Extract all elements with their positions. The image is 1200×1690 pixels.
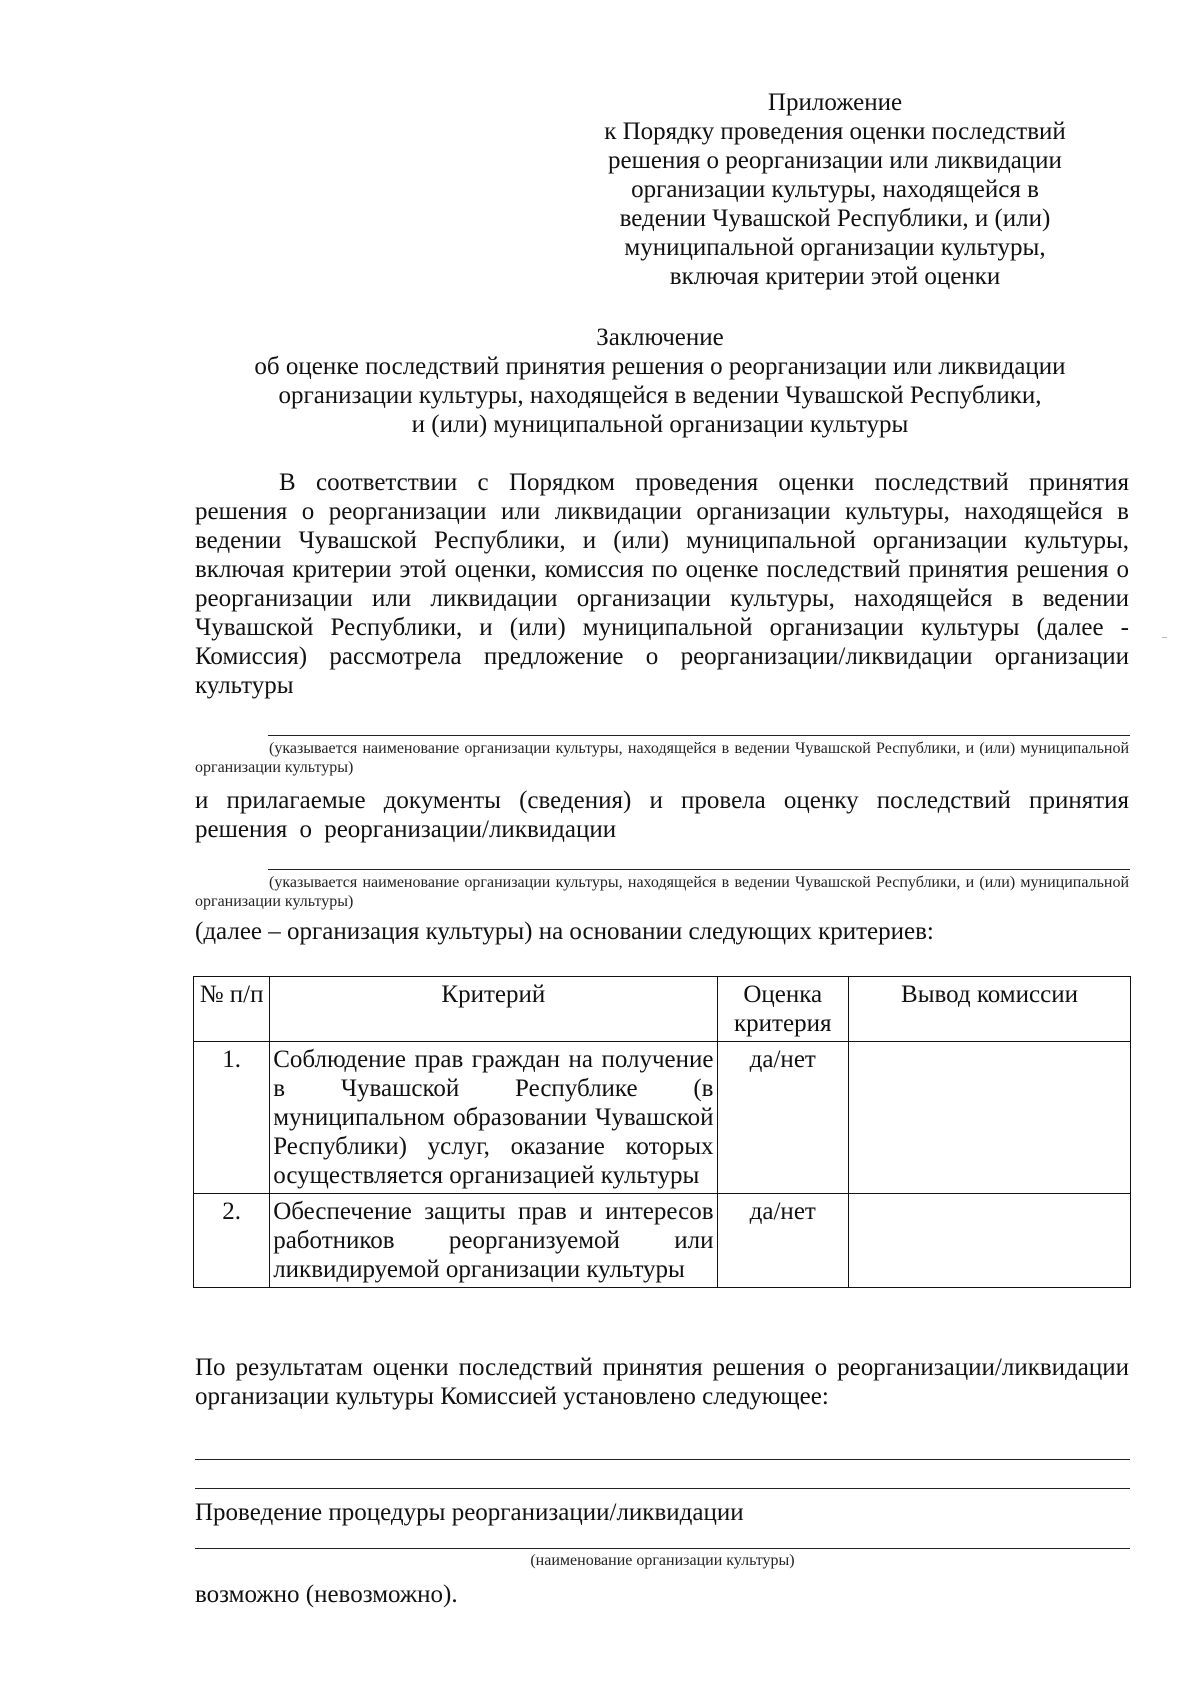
row-number: 1. [194, 1042, 270, 1194]
result-paragraph: По результатам оценки последствий принятия решения о реорганизации/ликвидации организации культуры Комиссией установлено следующее: [195, 1354, 1129, 1410]
org-name-note: (указывается наименование организации культуры, находящейся в ведении Чувашской Республики, и (или) муниципальной организации культуры) [195, 874, 1129, 910]
table-row [194, 1194, 1131, 1288]
result-blank-line [195, 1459, 1130, 1460]
criteria-intro: (далее – организация культуры) на основании следующих критериев: [195, 918, 934, 945]
conclusion-subtitle-line: об оценке последствий принятия решения о реорганизации или ликвидации [254, 353, 1066, 380]
conclusion-subtitle-line: организации культуры, находящейся в ведении Чувашской Республики, [278, 382, 1042, 409]
header-commission-conclusion: Вывод комиссии [849, 977, 1131, 1042]
result-blank-line [195, 1488, 1130, 1489]
appendix-title: Приложение [767, 89, 903, 116]
row-number: 2. [194, 1194, 270, 1288]
appendix-line: организации культуры, находящейся в [631, 176, 1039, 203]
row-score: да/нет [717, 1042, 849, 1194]
appendix-line: муниципальной организации культуры, [624, 234, 1046, 261]
header-number: № п/п [194, 977, 270, 1042]
appendix-line: ведении Чувашской Республики, и (или) [619, 205, 1051, 232]
org-name-note: (наименование организации культуры) [530, 1552, 795, 1569]
table-row [194, 1042, 1131, 1194]
appendix-line: включая критерии этой оценки [669, 263, 1001, 290]
org-name-blank-line [195, 1548, 1130, 1549]
appendix-line: к Порядку проведения оценки последствий [604, 118, 1066, 145]
row-conclusion [849, 1194, 1131, 1288]
org-name-blank-line [268, 869, 1130, 870]
org-name-note: (указывается наименование организации культуры, находящейся в ведении Чувашской Республики, и (или) муниципальной организации культуры) [195, 740, 1129, 776]
org-name-blank-line [268, 735, 1130, 736]
conclusion-title: Заключение [596, 324, 724, 351]
conclusion-heading [190, 323, 1130, 439]
header-criterion: Критерий [270, 977, 717, 1042]
appendix-line: решения о реорганизации или ликвидации [608, 147, 1062, 174]
row-criterion: Соблюдение прав граждан на получение в Чувашской Республике (в муниципальном образовании Чувашской Республики) услуг, оказание которых осуществляется организацией культуры [270, 1042, 717, 1194]
appendix-header [560, 88, 1110, 291]
intro-paragraph: В соответствии с Порядком проведения оценки последствий принятия решения о реорганизации или ликвидации организации культуры, находящейся в ведении Чувашской Республики, и (или) муниципальной организации культуры, включая критерии этой оценки, комиссия по оценке последствий принятия решения о реорганизации или ликвидации организации культуры, находящейся в ведении Чувашской Республики, и (или) муниципальной организации культуры (далее - Комиссия) рассмотрела предложение о реорганизации/ликвидации организации культуры [195, 469, 1129, 699]
documents-paragraph: и прилагаемые документы (сведения) и провела оценку последствий принятия решения о реорганизации/ликвидации [195, 787, 1129, 843]
criteria-table [193, 976, 1131, 1288]
final-verdict: возможно (невозможно). [195, 1581, 458, 1608]
header-score: Оценка критерия [717, 977, 849, 1042]
row-criterion: Обеспечение защиты прав и интересов работников реорганизуемой или ликвидируемой организации культуры [270, 1194, 717, 1288]
row-conclusion [849, 1042, 1131, 1194]
table-header-row [194, 977, 1131, 1042]
conclusion-subtitle-line: и (или) муниципальной организации культуры [411, 411, 909, 438]
scan-speck [1162, 637, 1167, 638]
row-score: да/нет [717, 1194, 849, 1288]
procedure-text: Проведение процедуры реорганизации/ликвидации [195, 1499, 744, 1526]
